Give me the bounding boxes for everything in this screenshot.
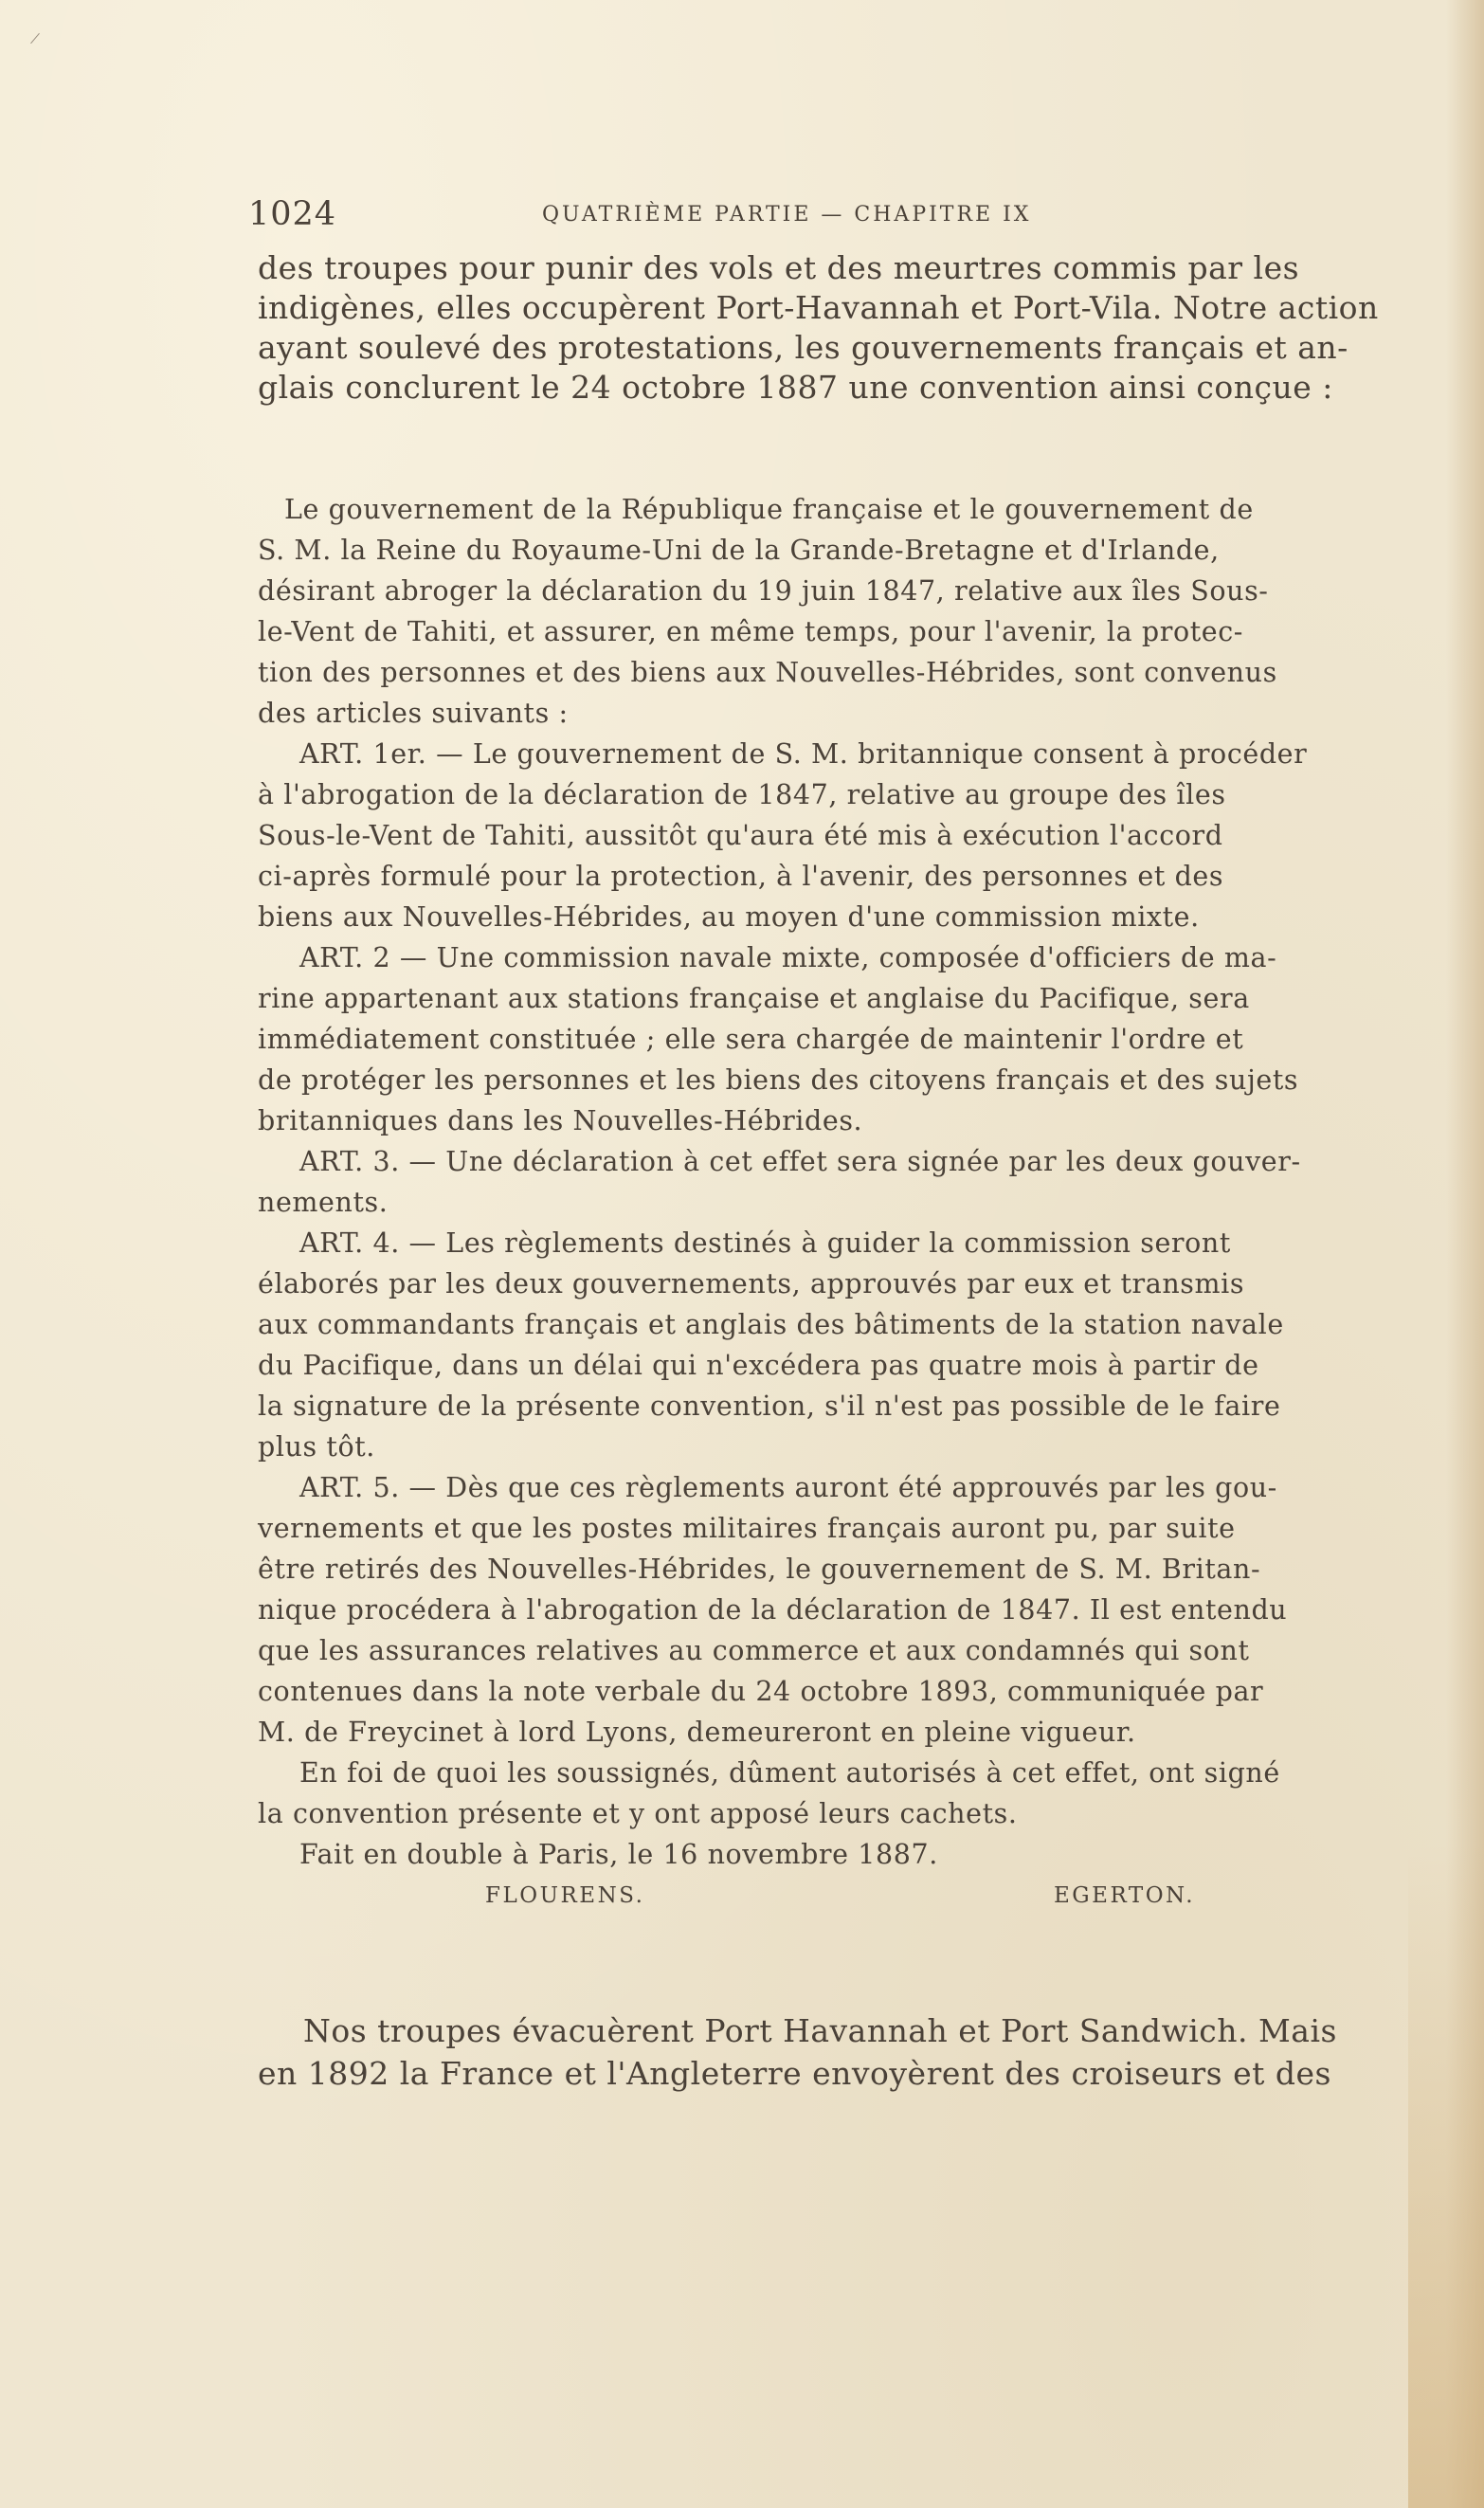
article-5-line: être retirés des Nouvelles-Hébrides, le gouvernement de S. M. Britan- bbox=[258, 1554, 1261, 1585]
article-5-line: M. de Freycinet à lord Lyons, demeureront en pleine vigueur. bbox=[258, 1717, 1136, 1748]
article-4-line: la signature de la présente convention, s'il n'est pas possible de le faire bbox=[258, 1390, 1281, 1422]
closing-line: la convention présente et y ont apposé leurs cachets. bbox=[258, 1798, 1018, 1829]
text-line: ayant soulevé des protestations, les gouvernements français et an- bbox=[258, 329, 1348, 366]
article-4-line: aux commandants français et anglais des bâtiments de la station navale bbox=[258, 1309, 1284, 1340]
article-1-line: biens aux Nouvelles-Hébrides, au moyen d'une commission mixte. bbox=[258, 901, 1200, 933]
text-line: des troupes pour punir des vols et des meurtres commis par les bbox=[258, 249, 1300, 286]
page-stain bbox=[1408, 1845, 1484, 2508]
running-head: QUATRIÈME PARTIE — CHAPITRE IX bbox=[542, 203, 1032, 227]
text-line: glais conclurent le 24 octobre 1887 une convention ainsi conçue : bbox=[258, 369, 1333, 406]
article-4-line: ART. 4. — Les règlements destinés à guider la commission seront bbox=[299, 1227, 1231, 1259]
signature-egerton: EGERTON. bbox=[1054, 1883, 1196, 1908]
article-5-line: ART. 5. — Dès que ces règlements auront été approuvés par les gou- bbox=[299, 1472, 1277, 1503]
article-4-line: du Pacifique, dans un délai qui n'excédera pas quatre mois à partir de bbox=[258, 1350, 1259, 1381]
article-1-line: Sous-le-Vent de Tahiti, aussitôt qu'aura été mis à exécution l'accord bbox=[258, 820, 1223, 851]
article-1-line: ART. 1er. — Le gouvernement de S. M. britannique consent à procéder bbox=[299, 738, 1308, 770]
pencil-mark bbox=[30, 33, 40, 44]
article-4-line: élaborés par les deux gouvernements, approuvés par eux et transmis bbox=[258, 1268, 1245, 1299]
article-2-line: de protéger les personnes et les biens des citoyens français et des sujets bbox=[258, 1064, 1299, 1096]
article-5-line: nique procédera à l'abrogation de la déclaration de 1847. Il est entendu bbox=[258, 1594, 1288, 1626]
article-5-line: contenues dans la note verbale du 24 octobre 1893, communiquée par bbox=[258, 1676, 1264, 1707]
convention-line: désirant abroger la déclaration du 19 juin 1847, relative aux îles Sous- bbox=[258, 575, 1269, 607]
article-1-line: ci-après formulé pour la protection, à l'avenir, des personnes et des bbox=[258, 861, 1224, 892]
convention-line: tion des personnes et des biens aux Nouvelles-Hébrides, sont convenus bbox=[258, 657, 1277, 688]
convention-line: S. M. la Reine du Royaume-Uni de la Grande-Bretagne et d'Irlande, bbox=[258, 535, 1220, 566]
article-4-line: plus tôt. bbox=[258, 1431, 375, 1463]
signature-flourens: FLOURENS. bbox=[485, 1883, 645, 1908]
closing-line: En foi de quoi les soussignés, dûment autorisés à cet effet, ont signé bbox=[299, 1757, 1280, 1789]
convention-line: des articles suivants : bbox=[258, 698, 569, 729]
text-line: indigènes, elles occupèrent Port-Havannah et Port-Vila. Notre action bbox=[258, 289, 1379, 326]
date-line: Fait en double à Paris, le 16 novembre 1887. bbox=[299, 1839, 938, 1870]
text-line: en 1892 la France et l'Angleterre envoyèrent des croiseurs et des bbox=[258, 2055, 1331, 2092]
article-2-line: rine appartenant aux stations française et anglaise du Pacifique, sera bbox=[258, 983, 1250, 1014]
article-5-line: que les assurances relatives au commerce et aux condamnés qui sont bbox=[258, 1635, 1250, 1666]
text-line: Nos troupes évacuèrent Port Havannah et Port Sandwich. Mais bbox=[303, 2012, 1337, 2049]
article-2-line: immédiatement constituée ; elle sera chargée de maintenir l'ordre et bbox=[258, 1024, 1244, 1055]
page-number: 1024 bbox=[248, 195, 337, 233]
article-2-line: britanniques dans les Nouvelles-Hébrides. bbox=[258, 1105, 863, 1136]
article-5-line: vernements et que les postes militaires français auront pu, par suite bbox=[258, 1513, 1236, 1544]
article-1-line: à l'abrogation de la déclaration de 1847, relative au groupe des îles bbox=[258, 779, 1226, 810]
convention-line: Le gouvernement de la République française et le gouvernement de bbox=[284, 494, 1254, 525]
page-header bbox=[248, 195, 1423, 233]
article-2-line: ART. 2 — Une commission navale mixte, composée d'officiers de ma- bbox=[299, 942, 1277, 973]
convention-line: le-Vent de Tahiti, et assurer, en même temps, pour l'avenir, la protec- bbox=[258, 616, 1244, 647]
article-3-line: ART. 3. — Une déclaration à cet effet sera signée par les deux gouver- bbox=[299, 1146, 1301, 1177]
article-3-line: nements. bbox=[258, 1187, 389, 1218]
